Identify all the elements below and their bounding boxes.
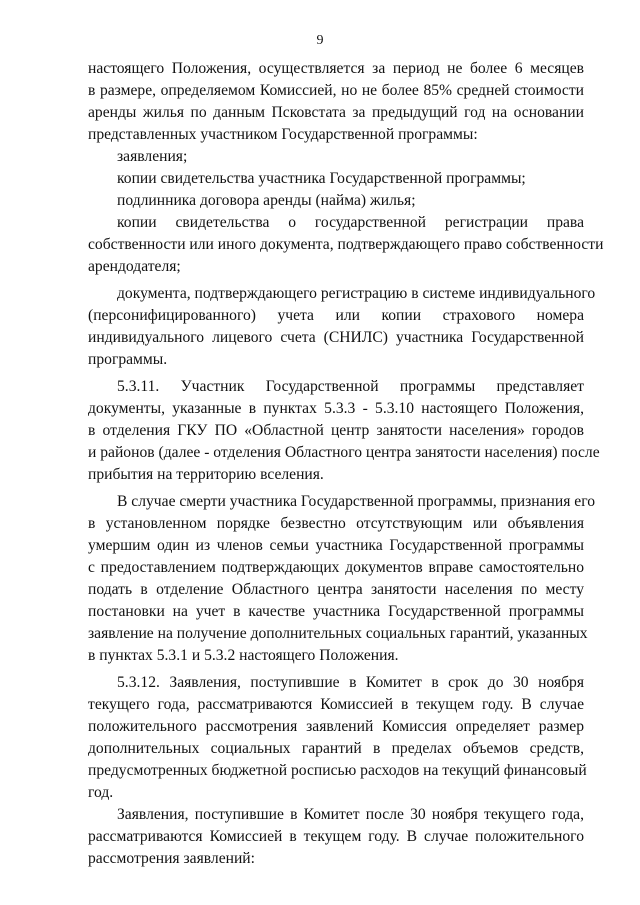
- paragraph: [88, 58, 584, 146]
- paragraph: [88, 168, 584, 190]
- text-line: умершим один из членов семьи участника Государственной программы: [88, 537, 584, 554]
- text-line: в пунктах 5.3.1 и 5.3.2 настоящего Положения.: [88, 647, 399, 664]
- text-line: программы.: [88, 351, 168, 368]
- text-line: положительного рассмотрения заявлений Комиссия определяет размер: [88, 718, 584, 735]
- text-line: В случае смерти участника Государственной программы, признания его: [117, 493, 596, 510]
- text-line: с предоставлением подтверждающих документов вправе самостоятельно: [88, 559, 584, 576]
- text-line: и районов (далее - отделения Областного центра занятости населения) после: [88, 444, 600, 461]
- text-line: заявление на получение дополнительных социальных гарантий, указанных: [88, 625, 588, 642]
- text-line: аренды жилья по данным Псковстата за предыдущий год на основании: [88, 104, 584, 121]
- page-number: 9: [316, 33, 324, 48]
- text-line: копии свидетельства о государственной регистрации права: [117, 214, 584, 231]
- text-line: прибытия на территорию вселения.: [88, 466, 324, 483]
- text-line: копии свидетельства участника Государственной программы;: [117, 170, 526, 187]
- text-line: рассматриваются Комиссией в текущем году. В случае положительного: [88, 828, 584, 845]
- paragraph: [88, 804, 584, 870]
- text-line: подлинника договора аренды (найма) жилья;: [117, 192, 416, 209]
- text-line: настоящего Положения, осуществляется за период не более 6 месяцев: [88, 60, 584, 77]
- text-line: индивидуального лицевого счета (СНИЛС) участника Государственной: [88, 329, 584, 346]
- text-line: 5.3.11. Участник Государственной программы представляет: [117, 378, 584, 395]
- text-line: дополнительных социальных гарантий в пределах объемов средств,: [88, 740, 584, 757]
- text-line: год.: [88, 784, 114, 801]
- text-line: арендодателя;: [88, 258, 181, 275]
- text-line: текущего года, рассматриваются Комиссией в текущем году. В случае: [88, 696, 584, 713]
- text-line: собственности или иного документа, подтверждающего право собственности: [88, 236, 604, 253]
- text-line: в размере, определяемом Комиссией, но не более 85% средней стоимости: [88, 82, 584, 99]
- paragraph: [88, 672, 587, 804]
- text-line: постановки на учет в качестве участника Государственной программы: [88, 603, 584, 620]
- paragraph: [88, 376, 600, 486]
- paragraph: [88, 146, 584, 168]
- paragraph: [88, 212, 604, 278]
- text-line: предусмотренных бюджетной росписью расходов на текущий финансовый: [88, 762, 587, 779]
- text-line: 5.3.12. Заявления, поступившие в Комитет в срок до 30 ноября: [117, 674, 584, 691]
- document-body: [88, 58, 604, 870]
- text-line: Заявления, поступившие в Комитет после 30 ноября текущего года,: [117, 806, 584, 823]
- text-line: документы, указанные в пунктах 5.3.3 - 5.3.10 настоящего Положения,: [88, 400, 584, 417]
- paragraph: [88, 190, 584, 212]
- text-line: документа, подтверждающего регистрацию в системе индивидуального: [117, 285, 596, 302]
- text-line: в отделения ГКУ ПО «Областной центр занятости населения» городов: [88, 422, 584, 439]
- text-line: рассмотрения заявлений:: [88, 850, 255, 867]
- text-line: в установленном порядке безвестно отсутствующим или объявления: [88, 515, 584, 532]
- paragraph: [88, 491, 596, 667]
- text-line: (персонифицированного) учета или копии страхового номера: [88, 307, 584, 324]
- text-line: представленных участником Государственной программы:: [88, 126, 478, 143]
- text-line: подать в отделение Областного центра занятости населения по месту: [88, 581, 584, 598]
- text-line: заявления;: [117, 148, 188, 165]
- paragraph: [88, 283, 596, 371]
